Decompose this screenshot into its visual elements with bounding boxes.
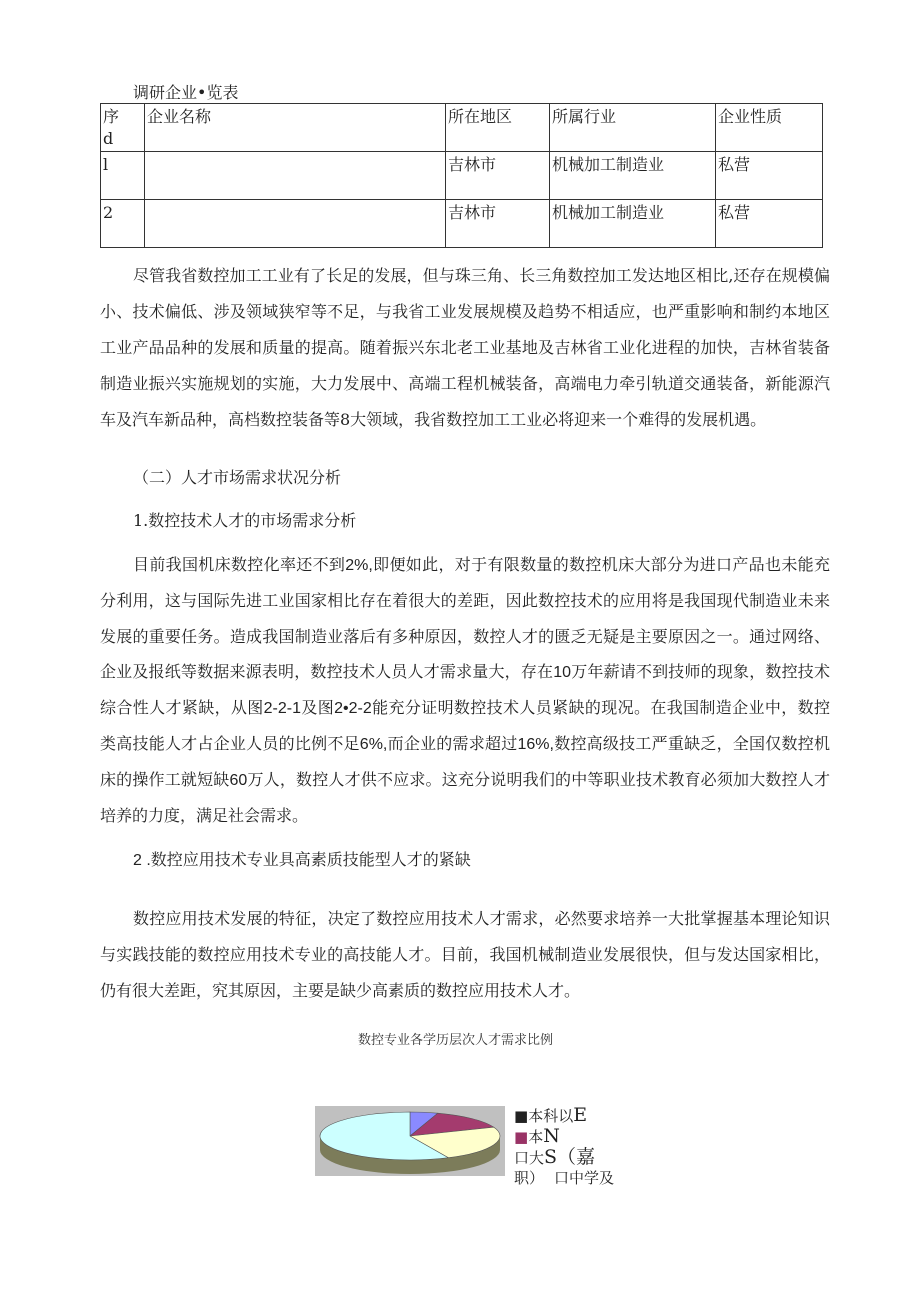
table-cell: 私营	[716, 200, 823, 248]
legend-label: 本	[528, 1128, 544, 1146]
table-cell: 吉林市	[446, 200, 550, 248]
table-cell	[145, 200, 446, 248]
table-cell	[145, 152, 446, 200]
section-heading: （二）人才市场需求状况分析	[133, 468, 342, 487]
legend-item	[514, 1105, 614, 1126]
table-caption: 调研企业•览表	[133, 83, 239, 102]
legend-label: 口中学及	[554, 1169, 615, 1187]
legend-item	[514, 1147, 614, 1168]
chart-legend	[514, 1105, 614, 1188]
legend-item	[514, 1126, 614, 1147]
table-cell: 机械加工制造业	[550, 200, 716, 248]
legend-marker: ■	[514, 1128, 529, 1146]
chart-title: 数控专业各学历层次人才需求比例	[358, 1033, 554, 1048]
pie-chart	[315, 1106, 505, 1176]
table-cell: 2	[101, 200, 145, 248]
subsection-heading-2: 2 .数控应用技术专业具高素质技能型人才的紧缺	[133, 852, 471, 869]
header-cell-name: 企业名称	[145, 104, 446, 152]
legend-suffix: S（嘉	[544, 1146, 596, 1168]
legend-marker: 职）	[514, 1169, 545, 1187]
table-cell: 吉林市	[446, 152, 550, 200]
paragraph-talent-shortage: 数控应用技术发展的特征，决定了数控应用技术人才需求，必然要求培养一大批掌握基本理论知识与实践技能的数控应用技术专业的高技能人才。目前，我国机械制造业发展很快，但与发达国家相比，仍有很大差距，究其原因，主要是缺少高素质的数控应用技术人才。	[100, 911, 830, 1000]
legend-label: 本科以	[528, 1107, 574, 1125]
legend-marker: 口	[514, 1149, 530, 1167]
table-cell: l	[101, 152, 145, 200]
legend-item	[514, 1168, 614, 1188]
table-header-row	[101, 104, 823, 152]
header-cell-nature: 企业性质	[716, 104, 823, 152]
subsection-heading-1: 1.数控技术人才的市场需求分析	[133, 511, 357, 530]
legend-marker: ■	[514, 1107, 529, 1125]
legend-suffix: E	[573, 1104, 588, 1126]
survey-table	[100, 103, 823, 248]
paragraph-industry-status: 尽管我省数控加工工业有了长足的发展，但与珠三角、长三角数控加工发达地区相比,还存在规模偏小、技术偏低、涉及领域狭窄等不足，与我省工业发展规模及趋势不相适应，也严重影响和制约本地区工业产品品种的发展和质量的提高。随着振兴东北老工业基地及吉林省工业化进程的加快，吉林省装备制造业振兴实施规划的实施，大力发展中、高端工程机械装备，高端电力牵引轨道交通装备，新能源汽车及汽车新品种，高档数控装备等8大领域，我省数控加工工业必将迎来一个难得的发展机遇。	[100, 266, 830, 429]
legend-label: 大	[529, 1149, 545, 1167]
table-row	[101, 152, 823, 200]
header-cell-index: 序 d	[101, 104, 145, 152]
chart-plot-area	[315, 1106, 505, 1176]
header-cell-industry: 所属行业	[550, 104, 716, 152]
table-row	[101, 200, 823, 248]
table-cell: 私营	[716, 152, 823, 200]
header-cell-region: 所在地区	[446, 104, 550, 152]
table-cell: 机械加工制造业	[550, 152, 716, 200]
paragraph-talent-demand: 目前我国机床数控化率还不到2%,即便如此，对于有限数量的数控机床大部分为进口产品也未能充分利用，这与国际先进工业国家相比存在着很大的差距，因此数控技术的应用将是我国现代制造业未来发展的重要任务。造成我国制造业落后有多种原因，数控人才的匮乏无疑是主要原因之一。通过网络、企业及报纸等数据来源表明，数控技术人员人才需求量大，存在10万年薪请不到技师的现象，数控技术综合性人才紧缺，从图2-2-1及图2•2-2能充分证明数控技术人员紧缺的现况。在我国制造企业中，数控类高技能人才占企业人员的比例不足6%,而企业的需求超过16%,数控高级技工严重缺乏，全国仅数控机床的操作工就短缺60万人，数控人才供不应求。这充分说明我们的中等职业技术教育必须加大数控人才培养的力度，满足社会需求。	[100, 557, 830, 825]
legend-suffix: N	[543, 1125, 560, 1147]
